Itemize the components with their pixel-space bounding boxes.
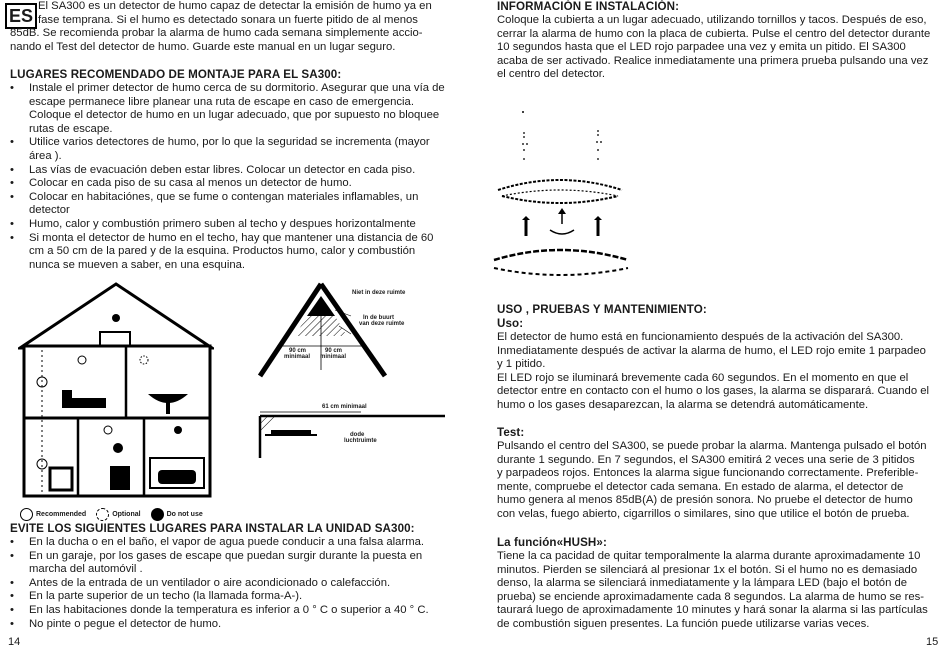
page-number-right: 15 bbox=[926, 636, 939, 648]
recommended-icon bbox=[20, 508, 33, 521]
legend-do-not-use: Do not use bbox=[151, 508, 203, 521]
roof-dim-left-2: minimaal bbox=[284, 354, 311, 360]
list-item: • En las habitaciones donde la temperatura es inferior a 0 ° C o superior a 40 ° C. bbox=[10, 604, 450, 618]
language-badge: ES bbox=[5, 3, 37, 29]
list-item: • Instale el primer detector de humo cerca de su dormitorio. Asegurar que una vía de escape permanece libre planear una ruta de escape en caso de emergencia. Coloque el detector de humo en un lugar adecuado, que por supuesto no bloquee rutas de escape. bbox=[10, 82, 448, 136]
dead-air-label-1: dode bbox=[350, 432, 365, 438]
usage-line-5: detector entre en contacto con el humo o los gases, la alarma se disparará. Cuando el bbox=[497, 385, 930, 398]
test-line-4: mente, compruebe el detector cada semana. En estado de alarma, el detector de bbox=[497, 480, 904, 493]
usage-heading: USO , PRUEBAS Y MANTENIMIENTO: bbox=[497, 303, 707, 316]
roof-dim-right-2: minimaal bbox=[320, 354, 347, 360]
mounting-heading: LUGARES RECOMENDADO DE MONTAJE PARA EL SA300: bbox=[10, 68, 342, 81]
intro-line-3: 85dB. Se recomienda probar la alarma de humo cada semana simplemente accio- bbox=[10, 27, 423, 40]
usage-line-6: humo o los gases desaparezcan, la alarma se detendrá automáticamente. bbox=[497, 399, 869, 411]
list-item: • Colocar en cada piso de su casa al menos un detector de humo. bbox=[10, 177, 448, 191]
test-line-1: Pulsando el centro del SA300, se puede probar la alarma. Mantenga pulsado el botón bbox=[497, 440, 927, 452]
intro-line-2: fase temprana. Si el humo es detectado sonara un fuerte pitido de al menos bbox=[38, 13, 418, 26]
hush-line-2: minutos. Pierden se silenciará al presionar 1x el botón. Si el humo no es demasiado bbox=[497, 563, 918, 576]
test-heading: Test: bbox=[497, 426, 525, 439]
roof-label-mid2: van deze ruimte bbox=[359, 321, 405, 327]
install-line-2: cerrar la alarma de humo con la placa de cubierta. Pulse el centro del detector durante bbox=[497, 27, 931, 40]
hush-line-1: Tiene la ca pacidad de quitar temporalmente la alarma durante aproximadamente 10 bbox=[497, 550, 921, 562]
list-item: • No pinte o pegue el detector de humo. bbox=[10, 618, 450, 632]
hush-line-4: prueba) se enciende aproximadamente cada 8 segundos. La alarma de humo se res- bbox=[497, 590, 925, 603]
list-item: • En un garaje, por los gases de escape que puedan surgir durante la puesta en marcha del automóvil . bbox=[10, 550, 450, 577]
install-line-1: Coloque la cubierta a un lugar adecuado, utilizando tornillos y tacos. Después de eso, bbox=[497, 14, 927, 26]
legend-recommended: Recommended bbox=[20, 508, 86, 521]
usage-line-3: y 1 pitido. bbox=[497, 358, 546, 371]
legend-optional: Optional bbox=[96, 508, 140, 521]
install-line-5: el centro del detector. bbox=[497, 68, 606, 81]
list-item: • Antes de la entrada de un ventilador o aire acondicionado o calefacción. bbox=[10, 577, 450, 591]
intro-line-1: El SA300 es un detector de humo capaz de detectar la emisión de humo ya en bbox=[38, 0, 432, 12]
install-line-4: acaba de ser activado. Realice inmediatamente una primera prueba pulsando una vez bbox=[497, 54, 929, 67]
list-item: • Utilice varios detectores de humo, por lo que la seguridad se incrementa (mayor área ). bbox=[10, 136, 448, 163]
list-item: • Si monta el detector de humo en el techo, hay que mantener una distancia de 60 cm a 50 cm de la pared y de la esquina. Productos humo, calor y combustión nunca se mueven a saber, en una esquina. bbox=[10, 232, 448, 273]
list-item: • Colocar en habitaciónes, que se fume o contengan materiales inflamables, un detector bbox=[10, 191, 448, 218]
hush-line-6: de combustión siguen presentes. La función puede utilizarse varias veces. bbox=[497, 618, 870, 630]
test-line-5: humo genera al menos 85dB(A) de presión sonora. No pruebe el detector de humo bbox=[497, 494, 913, 507]
avoid-heading: EVITE LOS SIGUIENTES LUGARES PARA INSTALAR LA UNIDAD SA300: bbox=[10, 522, 415, 535]
do-not-use-icon bbox=[151, 508, 164, 521]
test-line-3: y parpadeos rojos. Entonces la alarma sigue funcionando correctamente. Preferible- bbox=[497, 467, 919, 480]
dead-air-label-2: luchtruimte bbox=[344, 438, 377, 444]
list-item: • En la parte superior de un techo (la llamada forma-A-). bbox=[10, 590, 450, 604]
install-heading: INFORMACIÓN E INSTALACIÓN: bbox=[497, 0, 680, 13]
usage-line-1: El detector de humo está en funcionamiento después de la activación del SA300. bbox=[497, 331, 904, 343]
usage-line-4: El LED rojo se iluminará brevemente cada 60 segundos. En el momento en que el bbox=[497, 371, 909, 384]
house-placement-illustration bbox=[18, 282, 214, 500]
roof-label-mid1: In de buurt bbox=[363, 315, 394, 321]
page-number-left: 14 bbox=[8, 636, 21, 648]
placement-legend bbox=[20, 508, 213, 521]
avoid-list bbox=[10, 536, 450, 631]
usage-line-2: Inmediatamente después de activar la alarma de humo, el LED rojo emite 1 parpadeo bbox=[497, 344, 926, 357]
test-line-6: con velas, fuego abierto, cigarrillos o similares, sino que utilice el botón de prueba. bbox=[497, 508, 910, 520]
hush-heading: La función«HUSH»: bbox=[497, 536, 607, 549]
roof-label-top: Niet in deze ruimte bbox=[352, 290, 406, 296]
intro-line-4: nando el Test del detector de humo. Guarde este manual en un lugar seguro. bbox=[10, 40, 396, 53]
hush-line-3: denso, la alarma se silenciará inmediatamente y la lámpara LED (bajo el botón de bbox=[497, 577, 908, 590]
list-item: • Humo, calor y combustión primero suben al techo y despues horizontalmente bbox=[10, 218, 448, 232]
test-line-2: durante 1 segundo. En 7 segundos, el SA300 emitirá 2 veces una serie de 3 pitidos bbox=[497, 453, 915, 466]
installation-diagram bbox=[488, 100, 633, 285]
optional-icon bbox=[96, 508, 109, 521]
roof-dim-right: 90 cm bbox=[325, 348, 343, 354]
hush-line-5: taurará luego de aproximadamente 10 minutes y hará sonar la alarma si las partículas bbox=[497, 604, 928, 617]
mounting-list bbox=[10, 82, 448, 272]
list-item: • Las vías de evacuación deben estar libres. Colocar un detector en cada piso. bbox=[10, 164, 448, 178]
roof-dim-left: 90 cm bbox=[289, 348, 307, 354]
usage-subheading: Uso: bbox=[497, 317, 524, 330]
install-line-3: 10 segundos hasta que el LED rojo parpadee una vez y emita un pitido. El SA300 bbox=[497, 41, 906, 54]
list-item: • En la ducha o en el baño, el vapor de agua puede conducir a una falsa alarma. bbox=[10, 536, 450, 550]
ceiling-dim-label: 61 cm minimaal bbox=[322, 404, 367, 410]
